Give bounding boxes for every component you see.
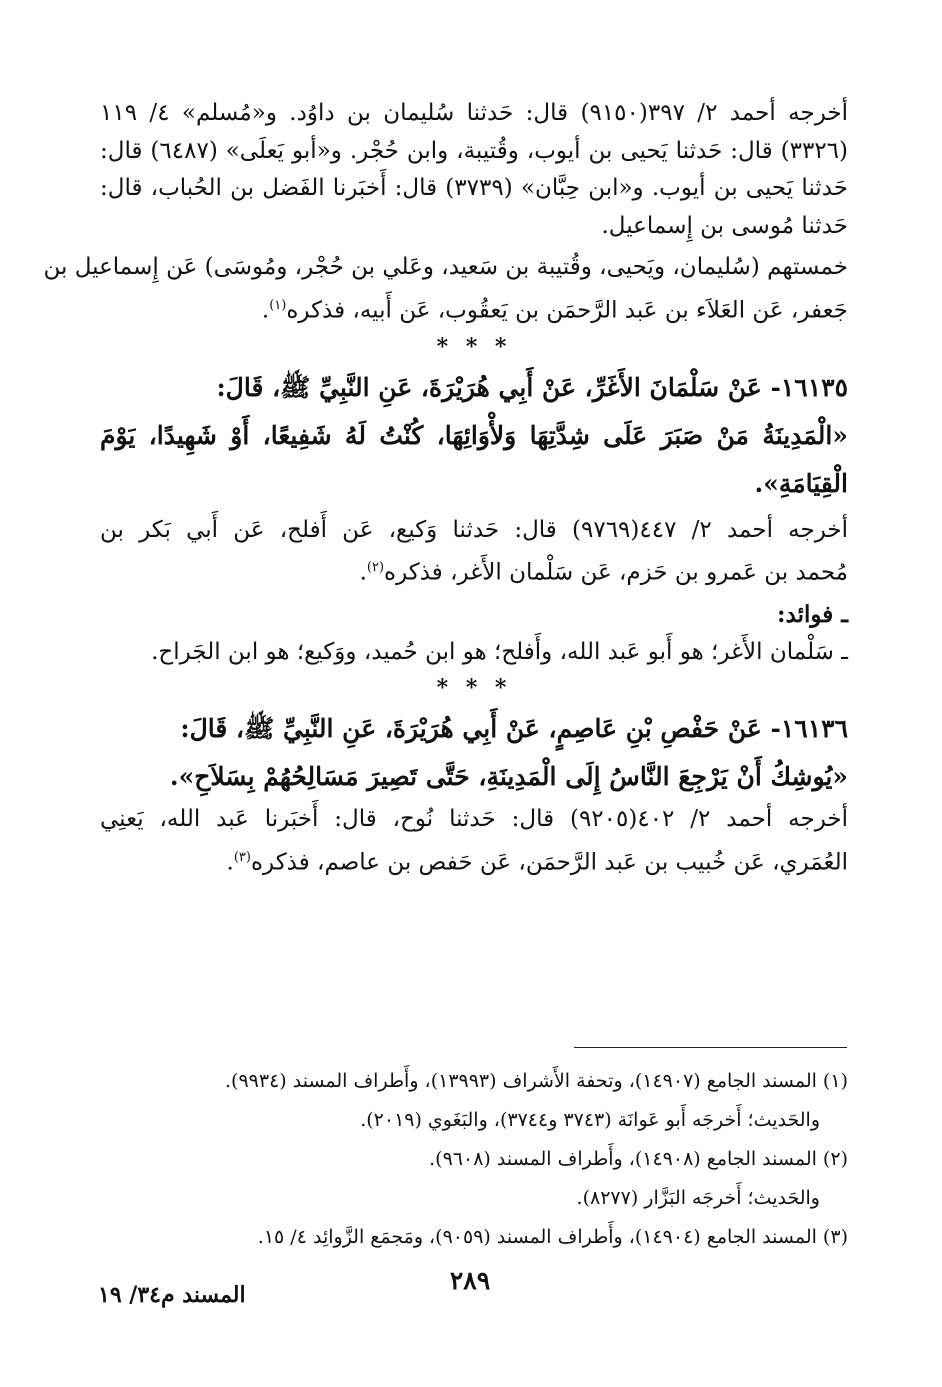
section-separator: * * *	[436, 675, 512, 702]
hadith-heading: ١٦١٣٥- عَنْ سَلْمَانَ الأَغَرِّ، عَنْ أَبِي هُرَيْرَةَ، عَنِ النَّبِيِّ ﷺ، قَالَ:	[216, 372, 848, 402]
footnote-1: (١) المسند الجامع (١٤٩٠٧)، وتحفة الأَشراف (١٣٩٩٣)، وأَطراف المسند (٩٩٣٤).	[225, 1070, 848, 1092]
hadith-text: الْقِيَامَةِ».	[754, 468, 848, 498]
footnote-1-extra: والحَديث؛ أَخرجَه أَبو عَوانَة (٣٧٤٣ و٣٧٤٤)، والبَغَوي (٢٠١٩).	[360, 1109, 820, 1131]
footnotes	[140, 1062, 848, 1257]
text-line: حَدثنا يَحيى بن أيوب. و«ابن حِبَّان» (٣٧٣٩) قال: أَخبَرنا الفَضل بن الحُباب، قال:	[100, 175, 848, 201]
footnote-marker[interactable]: (١)	[269, 297, 287, 313]
text-line: أخرجه أحمد ٢/ ٤٤٧(٩٧٦٩) قال: حَدثنا وَكيع، عَن أَفلح، عَن أَبي بَكر بن	[100, 516, 849, 543]
text-line: جَعفر، عَن العَلاَء بن عَبد الرَّحمَن بن يَعقُوب، عَن أَبيه، فذكره$^{(١)}$.	[261, 297, 848, 324]
text-line: حَدثنا مُوسى بن إِسماعيل.	[601, 212, 848, 239]
hadith-text: «الْمَدِينَةُ مَنْ صَبَرَ عَلَى شِدَّتِهَا وَلأْوَائِهَا، كُنْتُ لَهُ شَفِيعًا، أَوْ شَهِيدًا، يَوْمَ	[100, 420, 848, 450]
text-span: العُمَري، عَن خُبيب بن عَبد الرَّحمَن، عَن حَفص بن عاصم، فذكره	[250, 849, 848, 876]
footnote-2: (٢) المسند الجامع (١٤٩٠٨)، وأَطراف المسند (٩٦٠٨).	[429, 1148, 848, 1170]
footnote-3: (٣) المسند الجامع (١٤٩٠٤)، وأَطراف المسند (٩٠٥٩)، ومَجمَع الزَّوائِد ٤/ ١٥.	[257, 1226, 848, 1248]
page-number: ٢٨٩	[449, 1266, 491, 1295]
section-separator: * * *	[436, 333, 512, 360]
hadith-text: «يُوشِكُ أَنْ يَرْجِعَ النَّاسُ إِلَى الْمَدِينَةِ، حَتَّى تَصِيرَ مَسَالِحُهُمْ بِسَلاَحِ».	[169, 762, 848, 792]
main-text	[43, 95, 849, 882]
footnote-marker[interactable]: (٣)	[233, 849, 251, 865]
hadith-heading: ١٦١٣٦- عَنْ حَفْصِ بْنِ عَاصِمٍ، عَنْ أَبِي هُرَيْرَةَ، عَنِ النَّبِيِّ ﷺ، قَالَ:	[180, 714, 848, 744]
text-line: أخرجه أحمد ٢/ ٣٩٧(٩١٥٠) قال: حَدثنا سُليمان بن داوُد. و«مُسلم» ٤/ ١١٩	[100, 100, 848, 126]
text-line: أخرجه أحمد ٢/ ٤٠٢(٩٢٠٥) قال: حَدثنا نُوح، قال: أَخبَرنا عَبد الله، يَعنِي	[100, 806, 849, 833]
fawaid-heading: ـ فوائد:	[777, 601, 848, 629]
text-line: مُحمد بن عَمرو بن حَزم، عَن سَلْمان الأَغر، فذكره$^{(٢)}$.	[359, 559, 848, 586]
text-line: خمستهم (سُليمان، ويَحيى، وقُتيبة بن سَعيد، وعَلي بن حُجْر، ومُوسَى) عَن إِسماعيل بن	[43, 254, 848, 280]
text-line: (٣٣٢٦) قال: حَدثنا يَحيى بن أيوب، وقُتيبة، وابن حُجْر. و«أبو يَعلَى» (٦٤٨٧) قال:	[100, 137, 849, 164]
printer-signature: المسند م٣٤/ ١٩	[98, 1282, 246, 1308]
fawaid-line: ـ سَلْمان الأَغر؛ هو أَبو عَبد الله، وأَفلح؛ هو ابن حُميد، ووَكيع؛ هو ابن الجَراح.	[151, 638, 848, 665]
text-span: جَعفر، عَن العَلاَء بن عَبد الرَّحمَن بن يَعقُوب، عَن أَبيه، فذكره	[286, 297, 848, 324]
text-line: العُمَري، عَن خُبيب بن عَبد الرَّحمَن، عَن حَفص بن عاصم، فذكره$^{(٣)}$.	[226, 849, 848, 876]
text-span: مُحمد بن عَمرو بن حَزم، عَن سَلْمان الأَغر، فذكره	[384, 559, 848, 586]
footnote-2-extra: والحَديث؛ أَخرجَه البَزَّار (٨٢٧٧).	[576, 1187, 820, 1209]
footnote-marker[interactable]: (٢)	[366, 560, 385, 576]
footnote-divider	[574, 1047, 847, 1048]
